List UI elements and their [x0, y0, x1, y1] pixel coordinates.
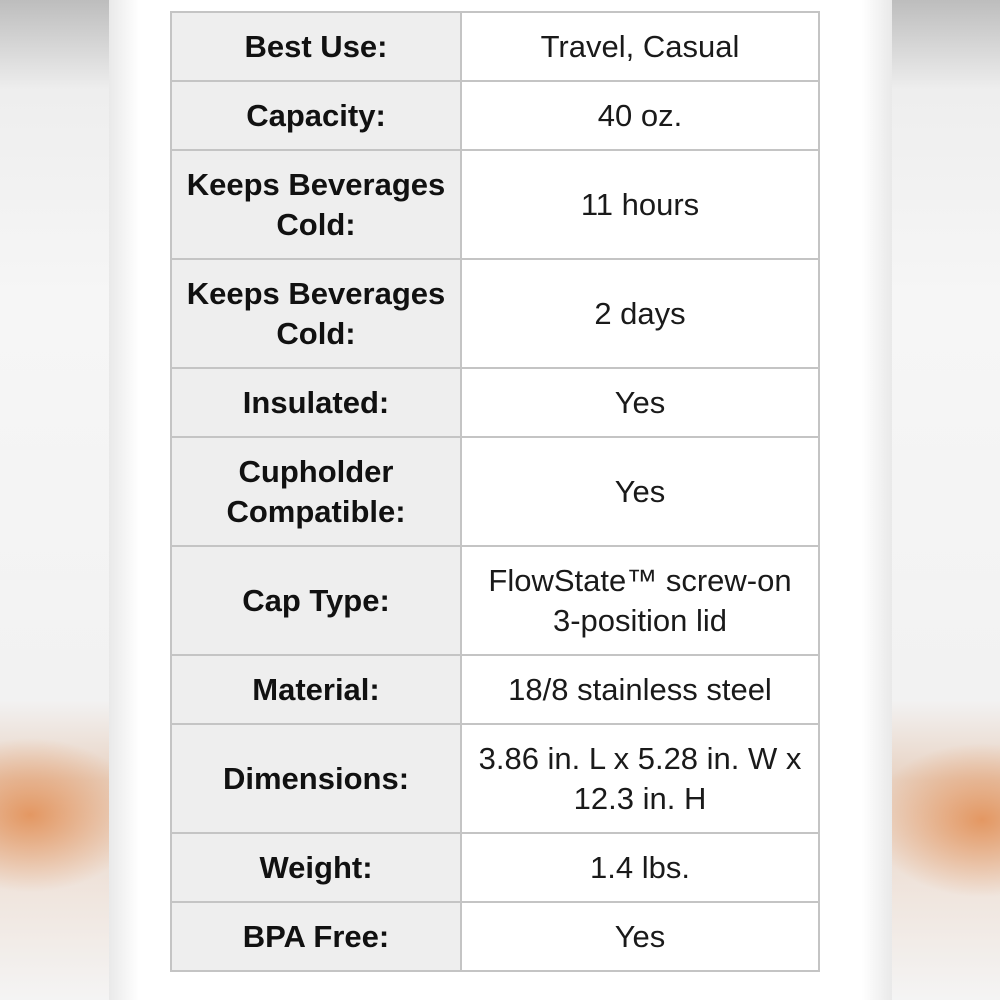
spec-value: Yes [461, 902, 819, 971]
page-shadow-left [109, 0, 139, 1000]
spec-label: Weight: [171, 833, 461, 902]
specifications-table [170, 11, 820, 972]
spec-value: Travel, Casual [461, 12, 819, 81]
spec-label: Material: [171, 655, 461, 724]
table-row [171, 902, 819, 971]
spec-label: Insulated: [171, 368, 461, 437]
spec-label: Capacity: [171, 81, 461, 150]
background-right [892, 0, 1000, 1000]
spec-value: 11 hours [461, 150, 819, 259]
page-shadow-right [862, 0, 892, 1000]
spec-value: Yes [461, 368, 819, 437]
table-row [171, 833, 819, 902]
spec-label: Keeps Beverages Cold: [171, 259, 461, 368]
spec-label: Keeps Beverages Cold: [171, 150, 461, 259]
table-row [171, 12, 819, 81]
spec-label: Cupholder Compatible: [171, 437, 461, 546]
spec-value: 3.86 in. L x 5.28 in. W x 12.3 in. H [461, 724, 819, 833]
spec-value: 40 oz. [461, 81, 819, 150]
table-row [171, 368, 819, 437]
table-row [171, 546, 819, 655]
spec-value: FlowState™ screw-on 3-position lid [461, 546, 819, 655]
spec-value: 18/8 stainless steel [461, 655, 819, 724]
spec-label: Best Use: [171, 12, 461, 81]
background-left [0, 0, 109, 1000]
table-row [171, 724, 819, 833]
spec-value: 2 days [461, 259, 819, 368]
table-row [171, 259, 819, 368]
spec-label: Dimensions: [171, 724, 461, 833]
spec-label: BPA Free: [171, 902, 461, 971]
table-row [171, 437, 819, 546]
spec-value: Yes [461, 437, 819, 546]
spec-label: Cap Type: [171, 546, 461, 655]
table-row [171, 150, 819, 259]
table-row [171, 81, 819, 150]
table-row [171, 655, 819, 724]
spec-value: 1.4 lbs. [461, 833, 819, 902]
